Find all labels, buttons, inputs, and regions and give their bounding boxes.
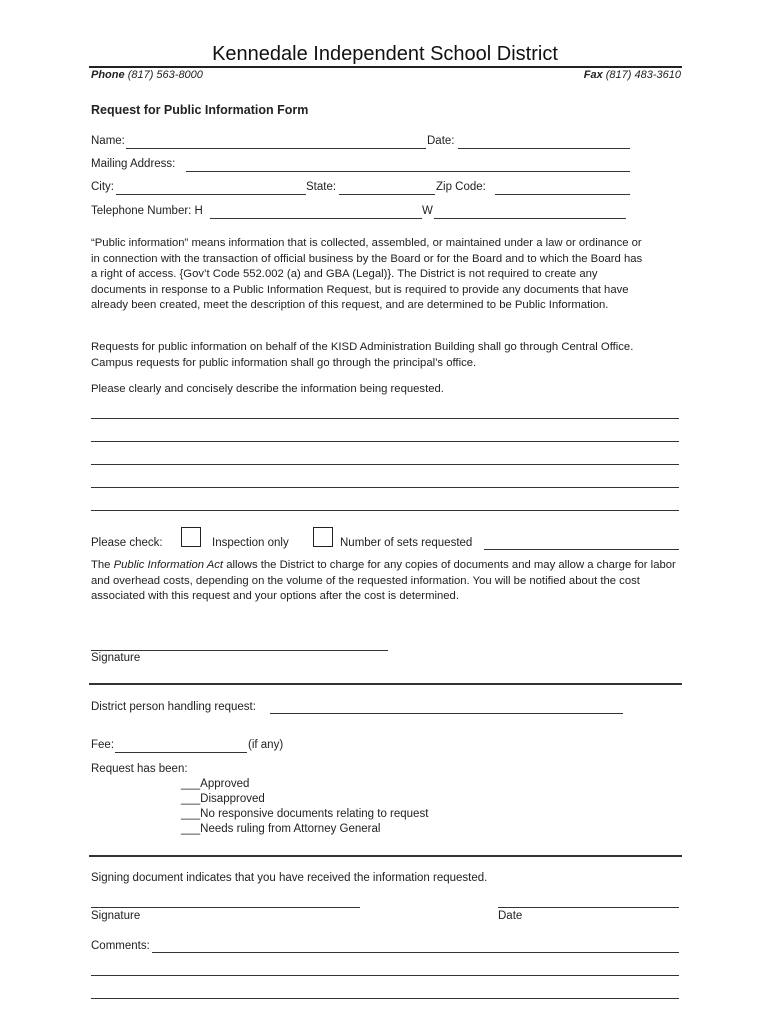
inspection-checkbox[interactable] — [181, 527, 201, 547]
description-line[interactable] — [91, 510, 679, 511]
telephone-label: Telephone Number: H — [91, 205, 203, 217]
receiver-date-label: Date — [498, 910, 523, 922]
status-approved[interactable]: ___Approved — [181, 778, 250, 790]
sets-label: Number of sets requested — [340, 537, 473, 549]
comments-line[interactable] — [91, 998, 679, 999]
check-label: Please check: — [91, 537, 163, 549]
description-line[interactable] — [91, 418, 679, 419]
city-label: City: — [91, 181, 114, 193]
handler-field[interactable] — [270, 713, 623, 714]
city-field[interactable] — [116, 194, 306, 195]
receiver-signature-line[interactable] — [91, 907, 360, 908]
state-field[interactable] — [339, 194, 435, 195]
date-field[interactable] — [458, 148, 630, 149]
inspection-label: Inspection only — [212, 537, 289, 549]
charges-before: The — [91, 559, 114, 571]
requester-signature-label: Signature — [91, 652, 141, 664]
fax-value: (817) 483-3610 — [605, 69, 681, 81]
fee-suffix: (if any) — [248, 739, 284, 751]
mailing-field[interactable] — [186, 171, 630, 172]
status-needs-ruling[interactable]: ___Needs ruling from Attorney General — [181, 823, 381, 835]
charges-after: allows the District to charge for any copies of documents and may allow a charge for labor and overhead costs, depending on the volume of the requested information. You will be notified about the cost associated with this request and your options after the cost is determined. — [91, 559, 676, 603]
work-label: W — [422, 205, 433, 217]
description-line[interactable] — [91, 441, 679, 442]
status-label: Request has been: — [91, 763, 188, 775]
header-rule — [89, 66, 682, 68]
phone-line — [91, 69, 203, 81]
comments-line[interactable] — [91, 975, 679, 976]
describe-prompt: Please clearly and concisely describe the information being requested. — [91, 383, 444, 395]
name-label: Name: — [91, 135, 125, 147]
form-heading: Request for Public Information Form — [91, 103, 309, 117]
page-title: Kennedale Independent School District — [212, 43, 558, 65]
sets-count-field[interactable] — [484, 549, 679, 550]
home-phone-field[interactable] — [210, 218, 422, 219]
comments-label: Comments: — [91, 940, 150, 952]
state-label: State: — [306, 181, 337, 193]
work-phone-field[interactable] — [434, 218, 626, 219]
act-name: Public Information Act — [113, 559, 224, 571]
mailing-label: Mailing Address: — [91, 158, 176, 170]
name-field[interactable] — [126, 148, 426, 149]
section-divider — [89, 855, 682, 857]
routing-paragraph: Requests for public information on behalf of the KISD Administration Building shall go through Central Office. Campus requests for public information shall go through the principal’s office. — [91, 341, 634, 369]
definition-paragraph: “Public information” means information that is collected, assembled, or maintained under a law or ordinance or in connection with the transaction of official business by the Board or for the Board and to which the Board has a right of access. {Gov’t Code 552.002 (a) and GBA (Legal)}. The District is not required to create any documents in response to a Public Information Request, but is required to provide any documents that have already been created, meet the description of this request, and are determined to be Public Information. — [91, 237, 643, 312]
receiver-date-line[interactable] — [498, 907, 679, 908]
zip-field[interactable] — [495, 194, 630, 195]
requester-signature-line[interactable] — [91, 650, 388, 651]
fax-label: Fax — [583, 69, 603, 81]
comments-line[interactable] — [152, 952, 679, 953]
receiver-signature-label: Signature — [91, 910, 141, 922]
charges-paragraph — [91, 558, 689, 605]
fax-line — [584, 69, 681, 81]
sets-checkbox[interactable] — [313, 527, 333, 547]
status-disapproved[interactable]: ___Disapproved — [181, 793, 265, 805]
date-label: Date: — [427, 135, 455, 147]
fee-label: Fee: — [91, 739, 115, 751]
acknowledgement-text: Signing document indicates that you have received the information requested. — [91, 872, 488, 884]
status-no-documents[interactable]: ___No responsive documents relating to request — [181, 808, 429, 820]
zip-label: Zip Code: — [436, 181, 486, 193]
description-line[interactable] — [91, 464, 679, 465]
fee-field[interactable] — [115, 752, 247, 753]
handler-label: District person handling request: — [91, 701, 256, 713]
description-line[interactable] — [91, 487, 679, 488]
phone-label: Phone — [91, 69, 125, 81]
section-divider — [89, 683, 682, 685]
phone-value: (817) 563-8000 — [127, 69, 203, 81]
